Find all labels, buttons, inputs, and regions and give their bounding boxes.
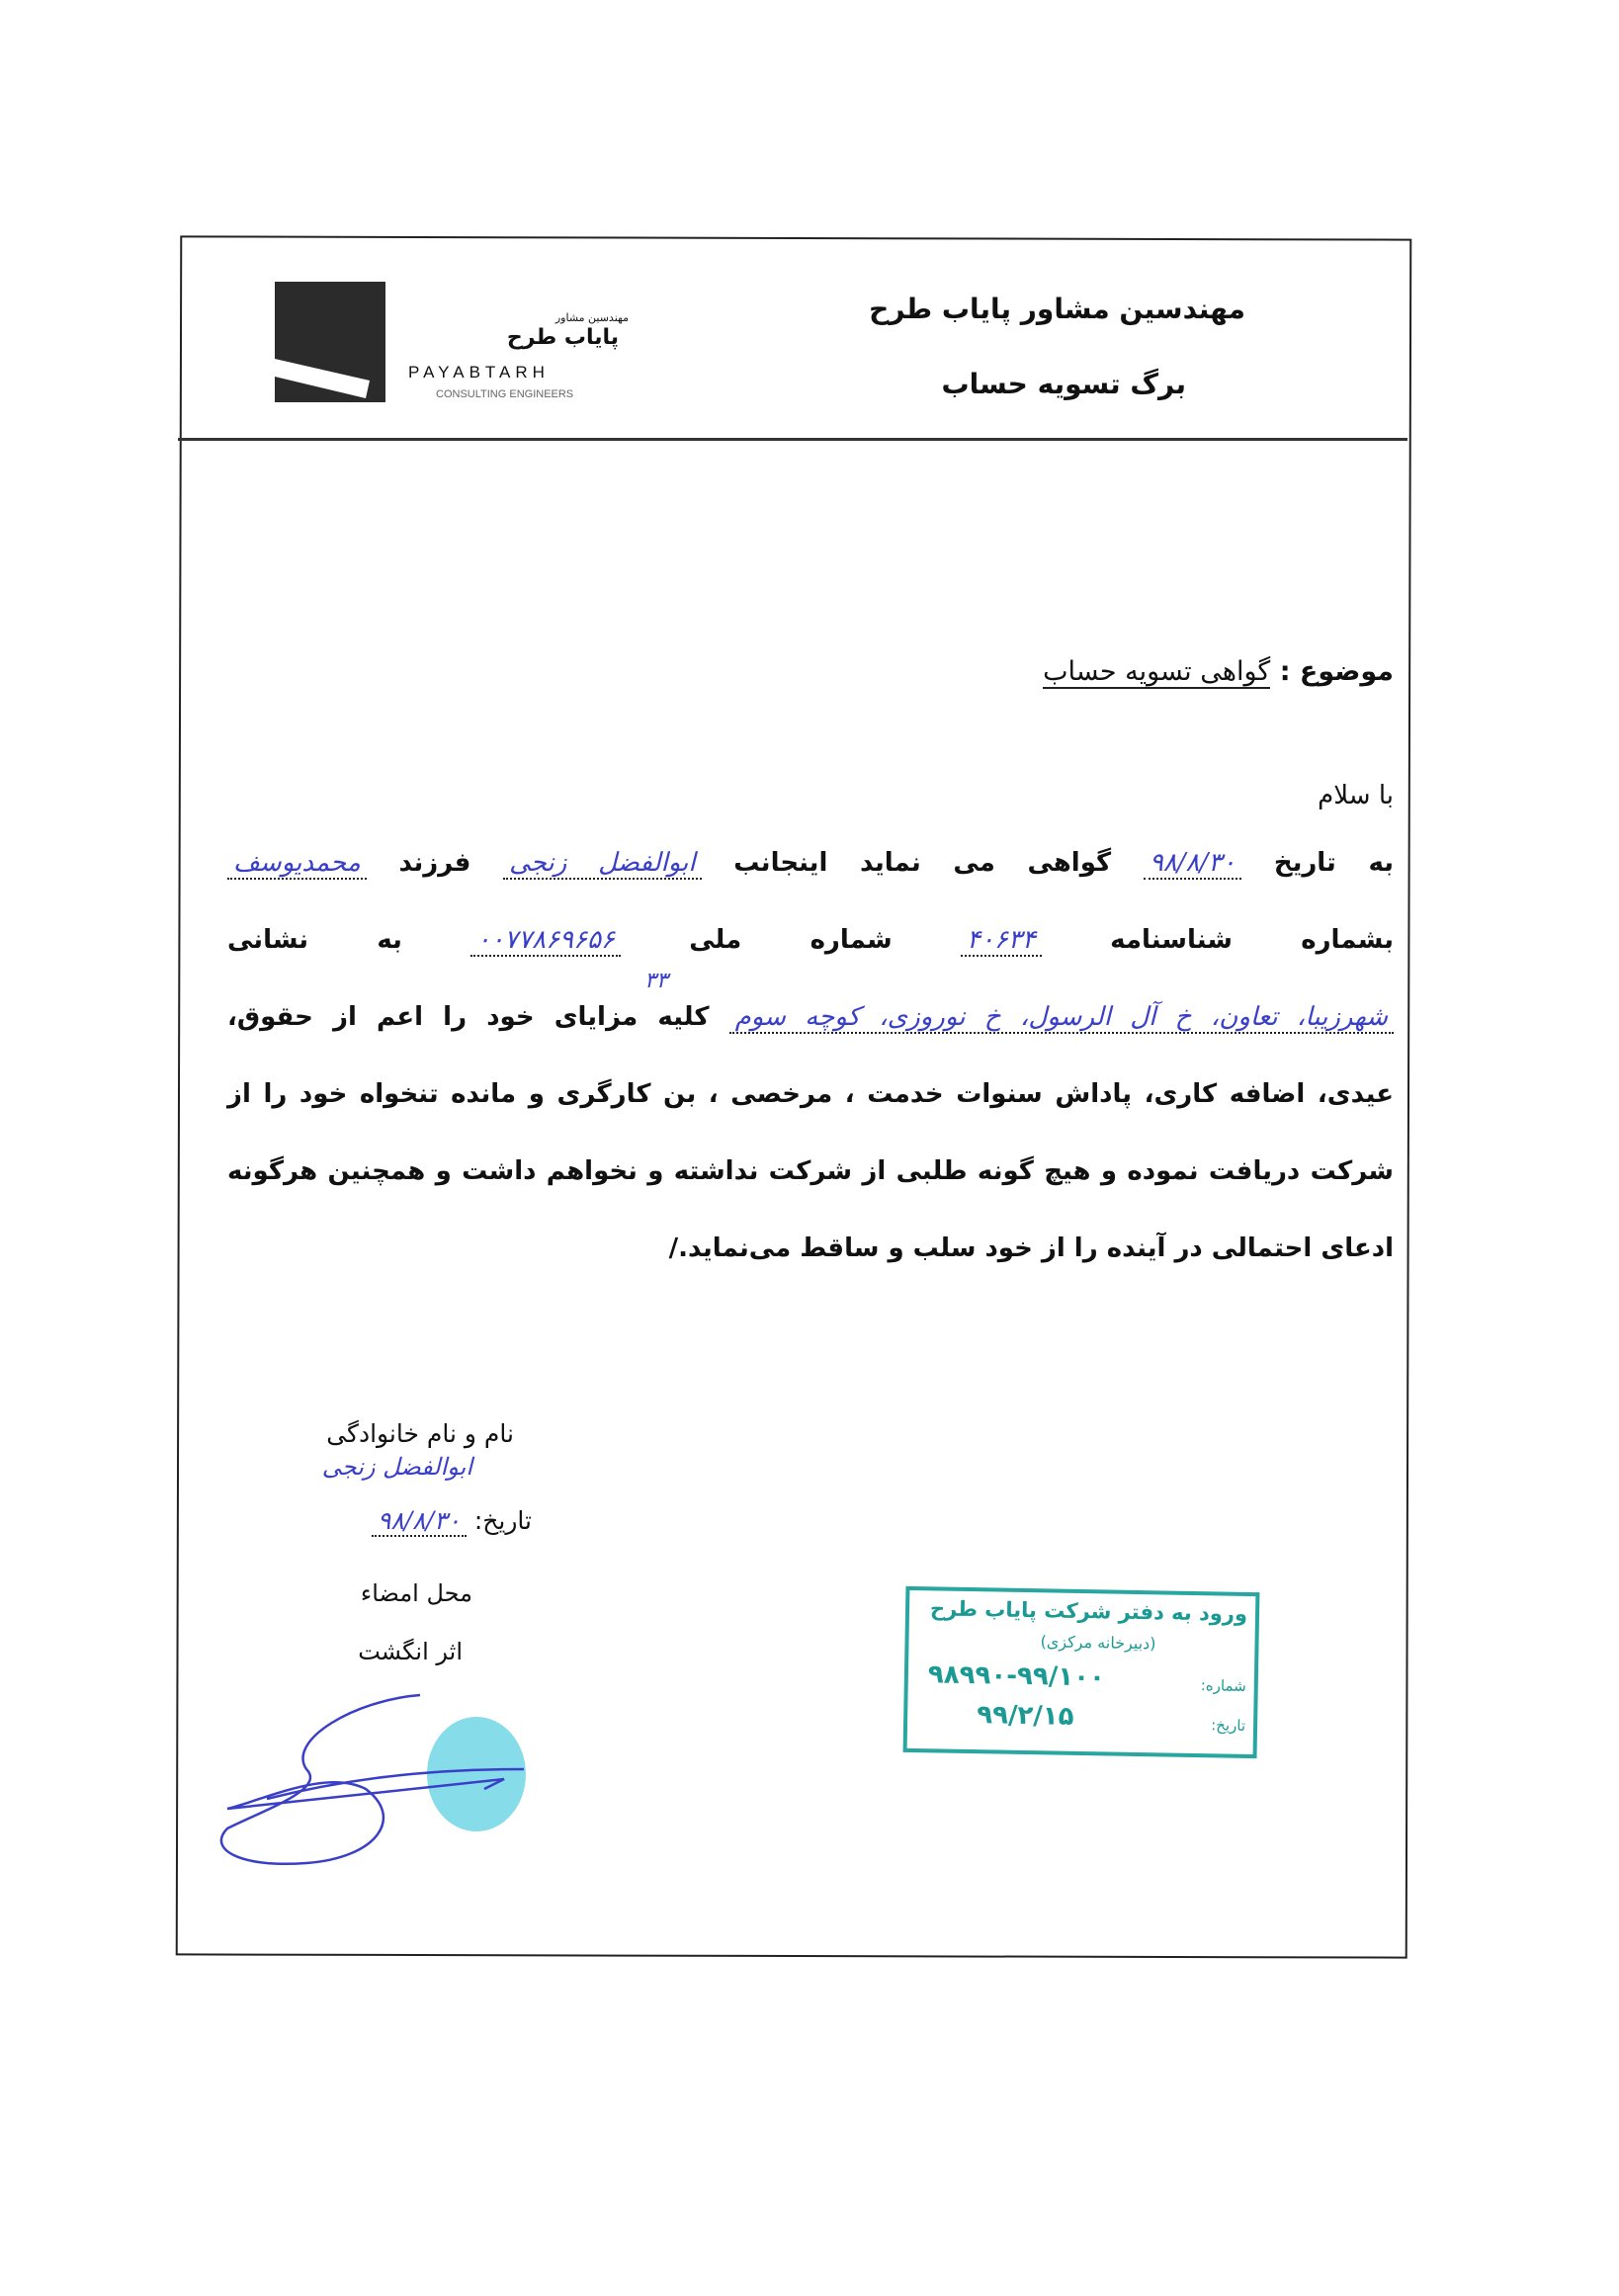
subject bbox=[1043, 656, 1394, 687]
stamp-number: ۹۸۹۹۰-۹۹/۱۰۰ bbox=[927, 1659, 1106, 1693]
company-name: مهندسین مشاور پایاب طرح bbox=[869, 293, 1245, 325]
greeting: با سلام bbox=[1318, 781, 1394, 810]
logo-en-name: PAYABTARH bbox=[408, 363, 550, 382]
fingerprint-label: اثر انگشت bbox=[358, 1638, 463, 1665]
id-number-field: ۴۰۶۳۴ bbox=[961, 925, 1042, 957]
father-name-field: محمدیوسف bbox=[227, 848, 367, 880]
date-value: ۹۸/۸/۳۰ bbox=[372, 1506, 467, 1537]
body-line-5: شرکت دریافت نموده و هیچ گونه طلبی از شرکت نداشته و نخواهم داشت و همچنین هرگونه bbox=[227, 1156, 1394, 1186]
body-line-4: عیدی، اضافه کاری، پاداش سنوات خدمت ، مرخصی ، بن کارگری و مانده تنخواه خود را از bbox=[227, 1079, 1394, 1109]
address-note: ۳۳ bbox=[644, 969, 668, 993]
body-line-3: شهرزیبا، تعاون، خ آل الرسول، خ نوروزی، کوچه سوم کلیه مزایای خود را اعم از حقوق، bbox=[227, 1000, 1394, 1034]
body-line-6: ادعای احتمالی در آینده را از خود سلب و ساقط می‌نماید./ bbox=[668, 1233, 1394, 1263]
registry-stamp bbox=[903, 1586, 1260, 1758]
header-divider bbox=[178, 438, 1407, 441]
logo bbox=[275, 282, 631, 410]
name-field: ابوالفضل زنجی bbox=[503, 848, 702, 880]
signature-label: محل امضاء bbox=[360, 1579, 472, 1607]
address-field: شهرزیبا، تعاون، خ آل الرسول، خ نوروزی، کوچه سوم bbox=[729, 1002, 1394, 1034]
date-row bbox=[372, 1506, 532, 1535]
logo-mark-icon bbox=[275, 282, 385, 402]
body-line-2: بشماره شناسنامه ۴۰۶۳۴ شماره ملی ۰۰۷۷۸۶۹۶۵۶ به نشانی bbox=[227, 925, 1394, 955]
body-line-1: به تاریخ ۹۸/۸/۳۰ گواهی می نماید اینجانب ابوالفضل زنجی فرزند محمدیوسف bbox=[227, 846, 1394, 880]
signature-fingerprint bbox=[208, 1680, 534, 1878]
stamp-number-label: شماره: bbox=[1200, 1676, 1246, 1695]
name-label: نام و نام خانوادگی bbox=[326, 1419, 514, 1448]
national-id-field: ۰۰۷۷۸۶۹۶۵۶ bbox=[470, 925, 621, 957]
subject-label: موضوع : bbox=[1279, 656, 1394, 687]
fingerprint-icon bbox=[427, 1717, 526, 1831]
subject-value: گواهی تسویه حساب bbox=[1043, 656, 1271, 687]
stamp-date-label: تاریخ: bbox=[1211, 1716, 1246, 1735]
form-title: برگ تسویه حساب bbox=[941, 368, 1186, 400]
logo-fa-name: پایاب طرح bbox=[506, 325, 619, 350]
logo-fa-small: مهندسین مشاور bbox=[554, 311, 629, 324]
date-label: تاریخ: bbox=[473, 1506, 532, 1535]
stamp-title: ورود به دفتر شرکت پایاب طرح bbox=[929, 1596, 1248, 1626]
logo-en-sub: CONSULTING ENGINEERS bbox=[436, 388, 574, 400]
date-field: ۹۸/۸/۳۰ bbox=[1144, 848, 1241, 880]
name-value: ابوالفضل زنجی bbox=[321, 1453, 472, 1481]
stamp-date: ۹۹/۲/۱۵ bbox=[976, 1700, 1074, 1732]
stamp-subtitle: (دبیرخانه مرکزی) bbox=[1040, 1632, 1156, 1654]
